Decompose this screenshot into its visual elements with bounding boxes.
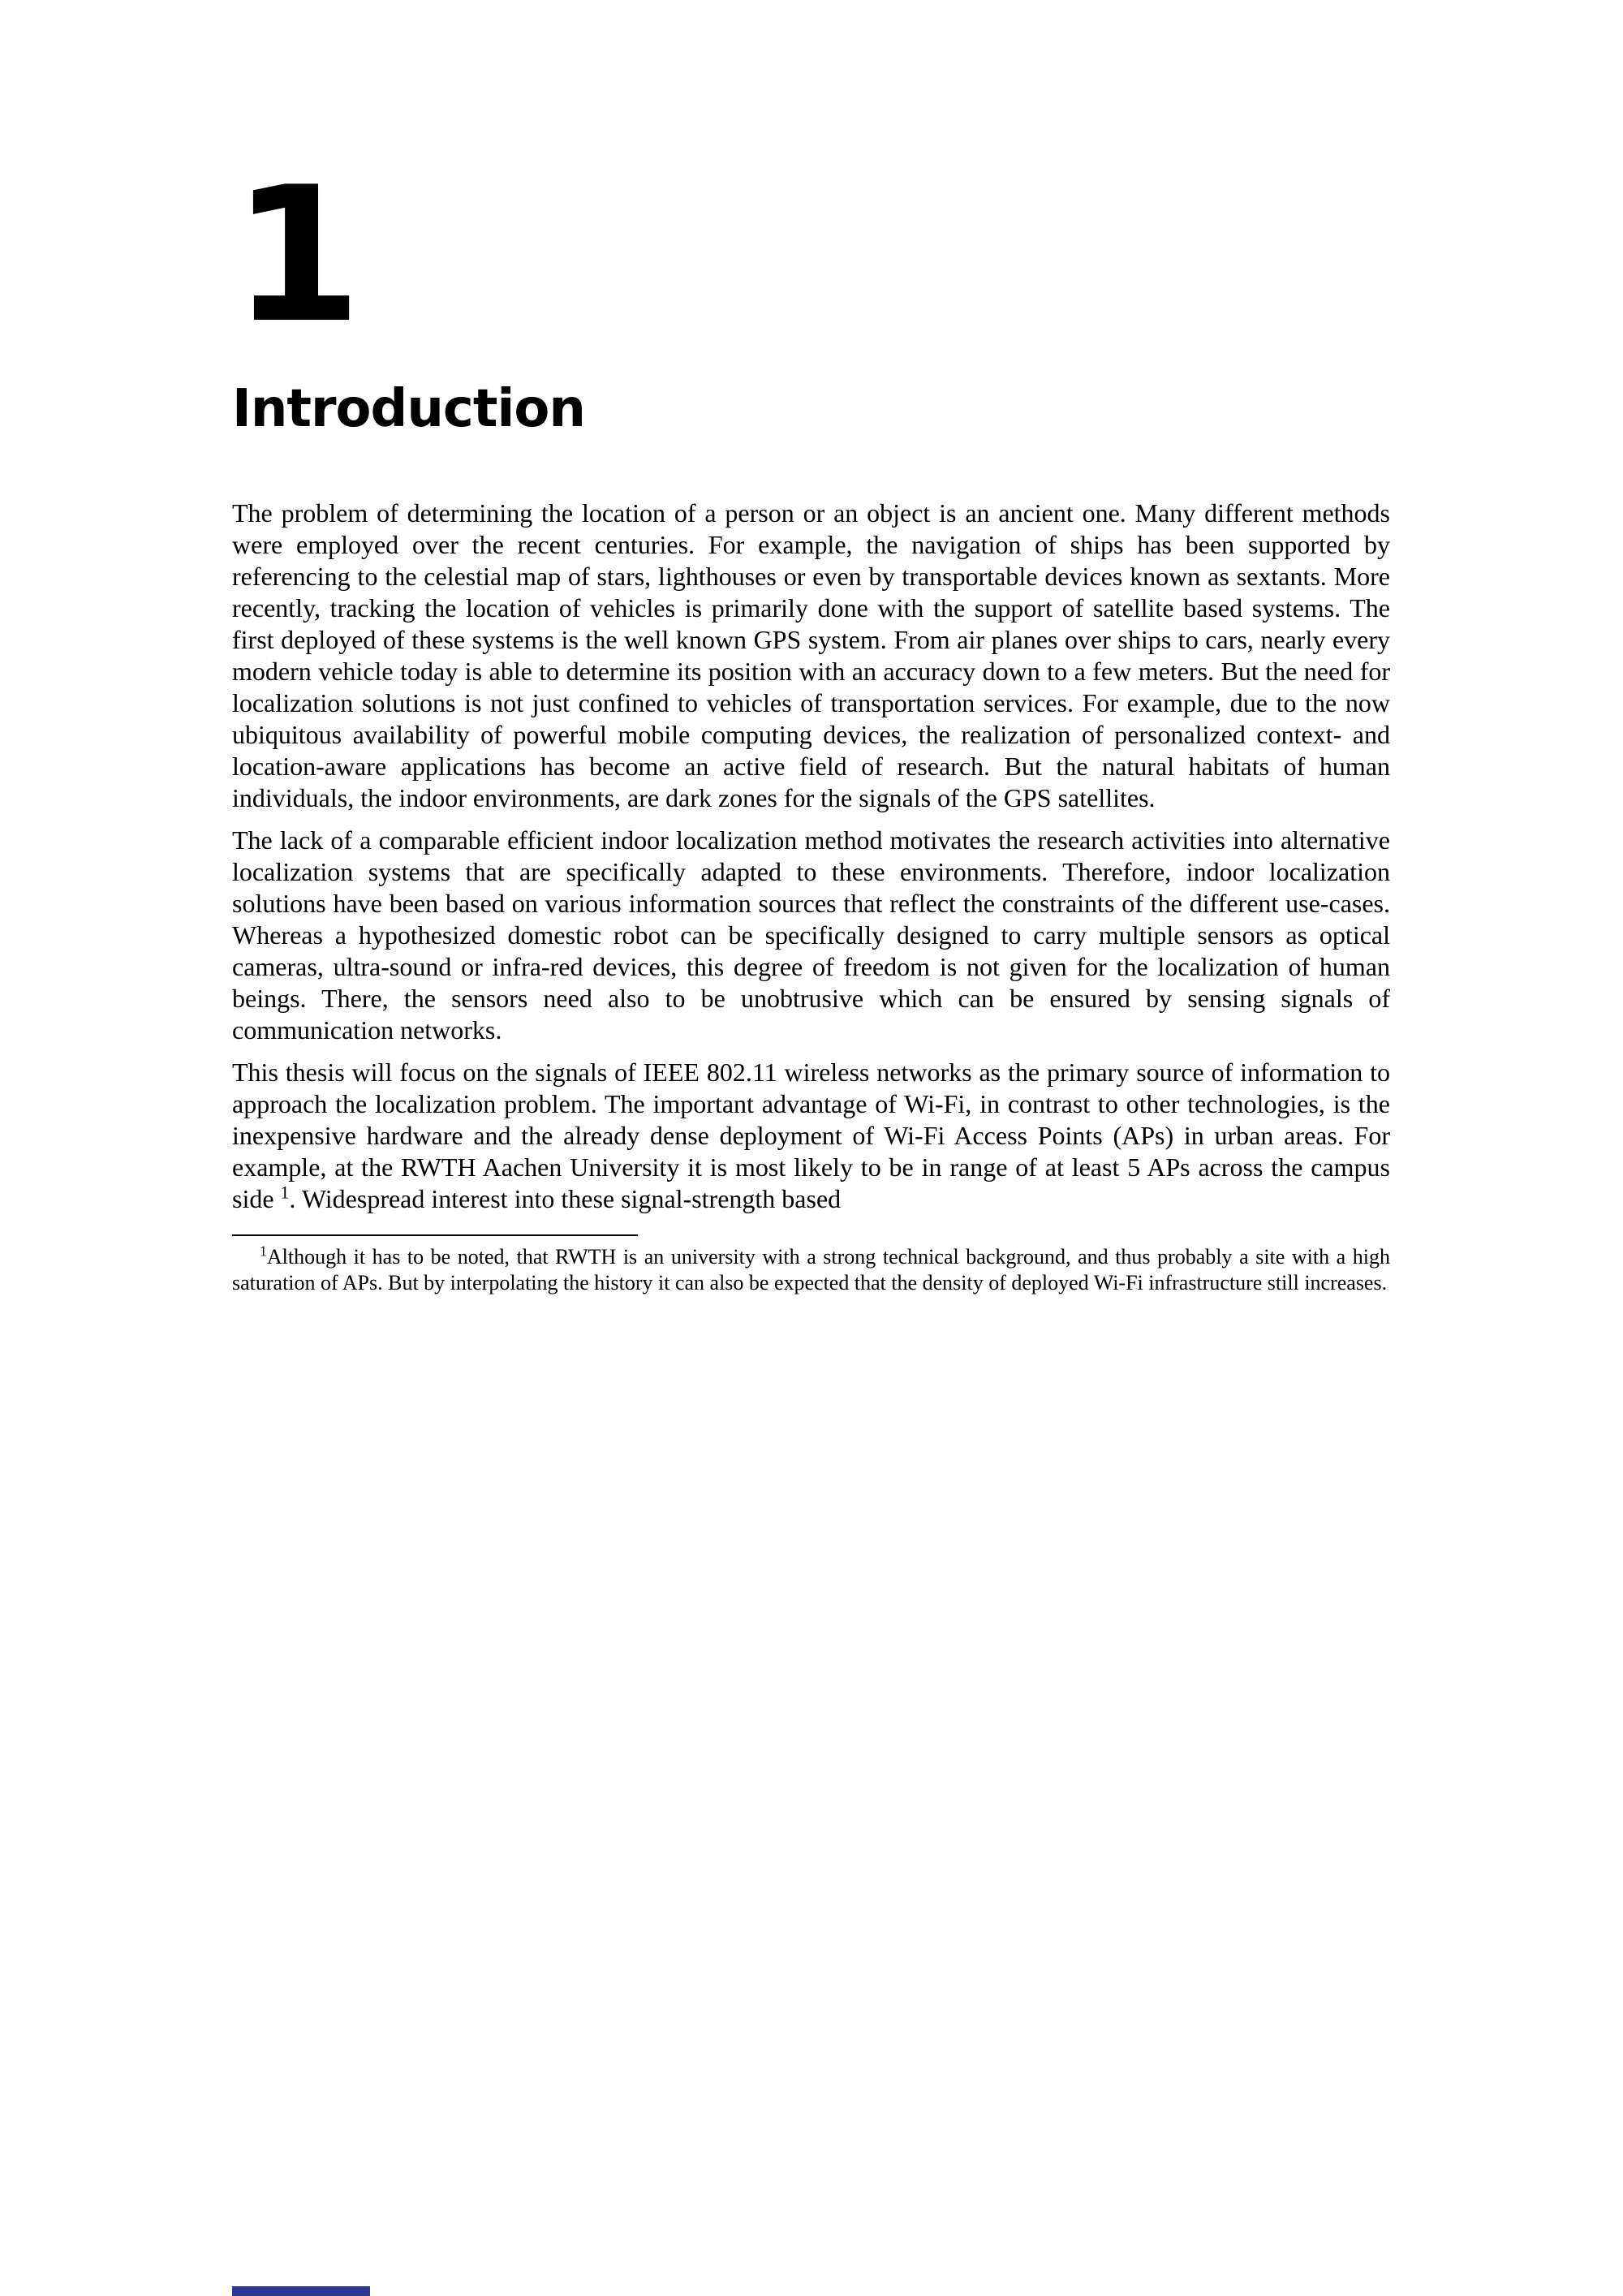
footnote-body: Although it has to be noted, that RWTH is an university with a strong technical background, and thus probably a site with a high saturation of APs. But by interpolating the history it can also be expected that the density of deployed Wi-Fi infrastructure still increases.: [232, 1245, 1390, 1295]
paragraph-3-text-after: . Widespread interest into these signal-strength based: [289, 1184, 842, 1214]
chapter-title: Introduction: [232, 379, 585, 439]
paragraph-1: The problem of determining the location of a person or an object is an ancient one. Many different methods were employed over the recent centuries. For example, the navigation of ships has been supported by referencing to the celestial map of stars, lighthouses or even by transportable devices known as sextants. More recently, tracking the location of vehicles is primarily done with the support of satellite based systems. The first deployed of these systems is the well known GPS system. From air planes over ships to cars, nearly every modern vehicle today is able to determine its position with an accuracy down to a few meters. But the need for localization solutions is not just confined to vehicles of transportation services. For example, due to the now ubiquitous availability of powerful mobile computing devices, the realization of personalized context- and location-aware applications has become an active field of research. But the natural habitats of human individuals, the indoor environments, are dark zones for the signals of the GPS satellites.: [232, 498, 1390, 813]
paragraph-3: [232, 1057, 1390, 1215]
footer-accent-bar: [232, 2286, 370, 2296]
footnote: [232, 1234, 1390, 1296]
paragraph-3-text: This thesis will focus on the signals of IEEE 802.11 wireless networks as the primary source of information to approach the localization problem. The important advantage of Wi-Fi, in contrast to other technologies, is the inexpensive hardware and the already dense deployment of Wi-Fi Access Points (APs) in urban areas. For example, at the RWTH Aachen University it is most likely to be in range of at least 5 APs across the campus side: [232, 1058, 1390, 1214]
footnote-rule: [232, 1234, 638, 1236]
text-block: [232, 0, 1390, 1296]
paragraph-2: The lack of a comparable efficient indoor localization method motivates the research activities into alternative localization systems that are specifically adapted to these environments. Therefore, indoor localization solutions have been based on various information sources that reflect the constraints of the different use-cases. Whereas a hypothesized domestic robot can be specifically designed to carry multiple sensors as optical cameras, ultra-sound or infra-red devices, this degree of freedom is not given for the localization of human beings. There, the sensors need also to be unobtrusive which can be ensured by sensing signals of communication networks.: [232, 825, 1390, 1045]
footnote-marker: 1: [260, 1243, 267, 1260]
footnote-text: [232, 1244, 1390, 1296]
chapter-number: 1: [232, 148, 359, 364]
footnote-reference-marker: 1: [280, 1182, 290, 1203]
